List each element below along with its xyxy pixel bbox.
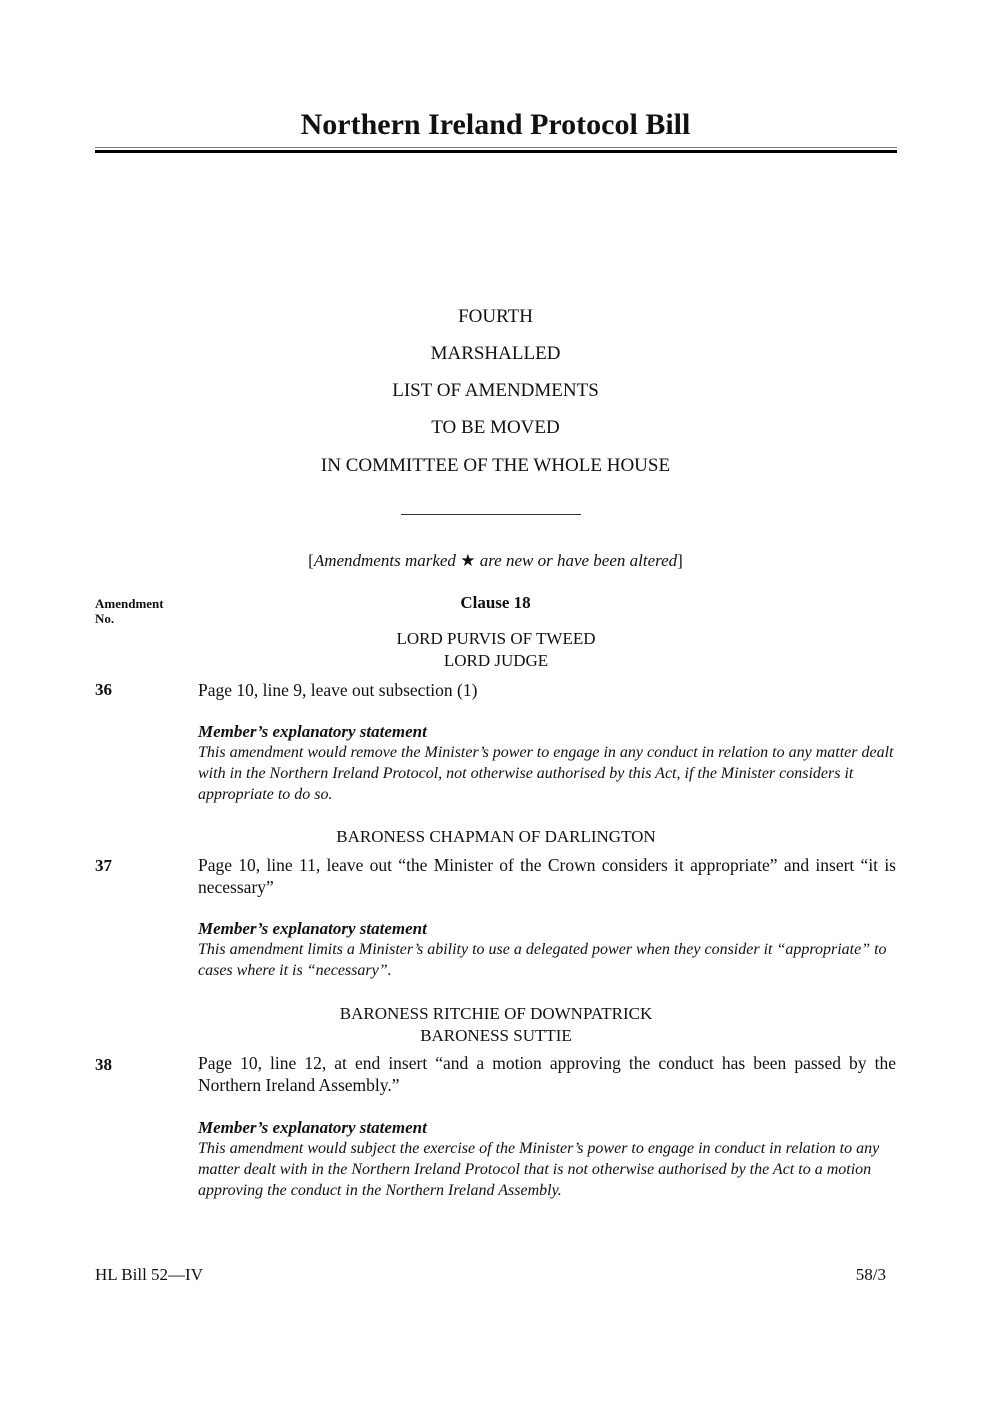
amendment-number-header: Amendment No. (95, 596, 164, 626)
amendment-text: Page 10, line 11, leave out “the Minister of the Crown considers it appropriate” and insert “it is necessary” (198, 855, 896, 897)
amendment-number: 38 (95, 1055, 112, 1074)
page-reference: 58/3 (855, 1265, 886, 1284)
divider (401, 514, 581, 515)
heading-line: IN COMMITTEE OF THE WHOLE HOUSE (320, 455, 671, 476)
sponsor-list: BARONESS CHAPMAN OF DARLINGTON (336, 827, 656, 846)
amendments-note: [Amendments marked ★ are new or have been altered] (308, 551, 683, 570)
bill-reference: HL Bill 52—IV (95, 1265, 203, 1284)
sponsor-list: BARONESS RITCHIE OF DOWNPATRICK BARONESS SUTTIE (339, 1004, 653, 1045)
heading-line: LIST OF AMENDMENTS (392, 380, 599, 401)
clause-heading: Clause 18 (460, 593, 531, 612)
title-rule-thin (95, 147, 897, 148)
explanatory-statement: Member’s explanatory statement This amendment limits a Minister’s ability to use a delegated power when they consider it “appropriate” to cases where it is “necessary”. (198, 919, 887, 979)
title-rule-thick (95, 150, 897, 153)
heading-line: FOURTH (458, 306, 533, 327)
star-icon: ★ (460, 551, 476, 570)
amendment-number: 36 (95, 680, 112, 699)
heading-line: TO BE MOVED (431, 417, 560, 438)
sponsor-list: LORD PURVIS OF TWEED LORD JUDGE (396, 629, 596, 670)
explanatory-statement: Member’s explanatory statement This amendment would subject the exercise of the Minister’s power to engage in conduct in relation to any matter dealt with in the Northern Ireland Protocol that is not otherwise authorised by the Act to a motion approving the conduct in the Northern Ireland Assembly. (198, 1118, 880, 1199)
amendment-text: Page 10, line 12, at end insert “and a motion approving the conduct has been passed by the Northern Ireland Assembly.” (198, 1053, 896, 1095)
amendment-number: 37 (95, 856, 112, 875)
amendment-text: Page 10, line 9, leave out subsection (1) (198, 680, 478, 700)
document-title: Northern Ireland Protocol Bill (300, 108, 691, 141)
heading-line: MARSHALLED (430, 343, 561, 364)
explanatory-statement: Member’s explanatory statement This amendment would remove the Minister’s power to engage in any conduct in relation to any matter dealt with in the Northern Ireland Protocol, not otherwise authorised by this Act, if the Minister considers it appropriate to do so. (198, 722, 894, 803)
